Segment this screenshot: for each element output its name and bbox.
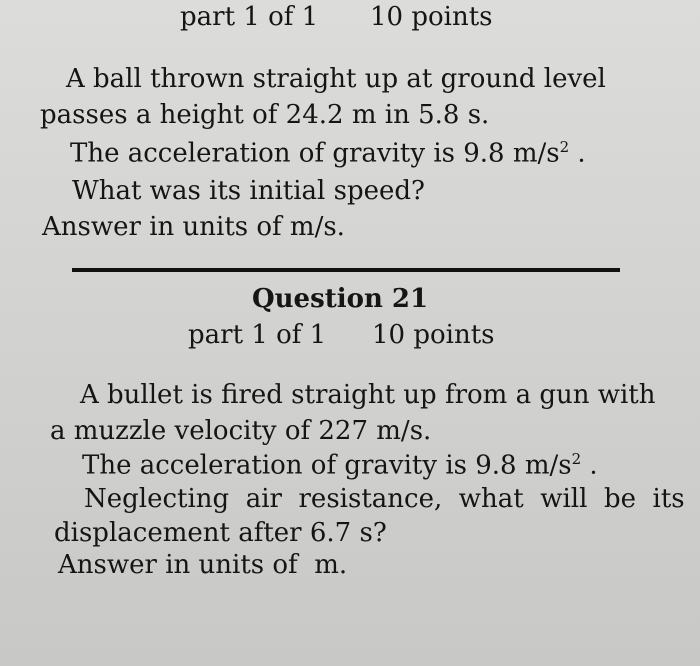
q21-points: 10 points (372, 320, 495, 350)
q21-title: Question 21 (252, 284, 429, 314)
exponent: 2 (571, 450, 582, 468)
q20-gravity (70, 138, 586, 169)
q21-line: Neglecting air resistance, what will be its (84, 484, 685, 514)
q21-line: The acceleration of gravity is 9.8 m/s (82, 450, 572, 481)
exponent: 2 (559, 138, 570, 156)
q21-part: part 1 of 1 (188, 320, 327, 350)
q20-part: part 1 of 1 (180, 2, 319, 32)
q21-gravity (82, 450, 598, 481)
q20-line: A ball thrown straight up at ground level (66, 64, 606, 94)
q21-line: a muzzle velocity of 227 m/s. (50, 416, 432, 446)
q21-line: displacement after 6.7 s? (54, 518, 387, 548)
period: . (581, 450, 598, 481)
period: . (569, 138, 586, 169)
q20-line: What was its initial speed? (72, 176, 425, 206)
q20-line: The acceleration of gravity is 9.8 m/s (70, 138, 560, 169)
q20-line: passes a height of 24.2 m in 5.8 s. (40, 100, 490, 130)
q21-line: A bullet is fired straight up from a gun with (80, 380, 656, 410)
q20-line: Answer in units of m/s. (42, 212, 345, 242)
divider (72, 268, 620, 272)
q20-points: 10 points (370, 2, 493, 32)
q21-line: Answer in units of m. (58, 550, 348, 580)
